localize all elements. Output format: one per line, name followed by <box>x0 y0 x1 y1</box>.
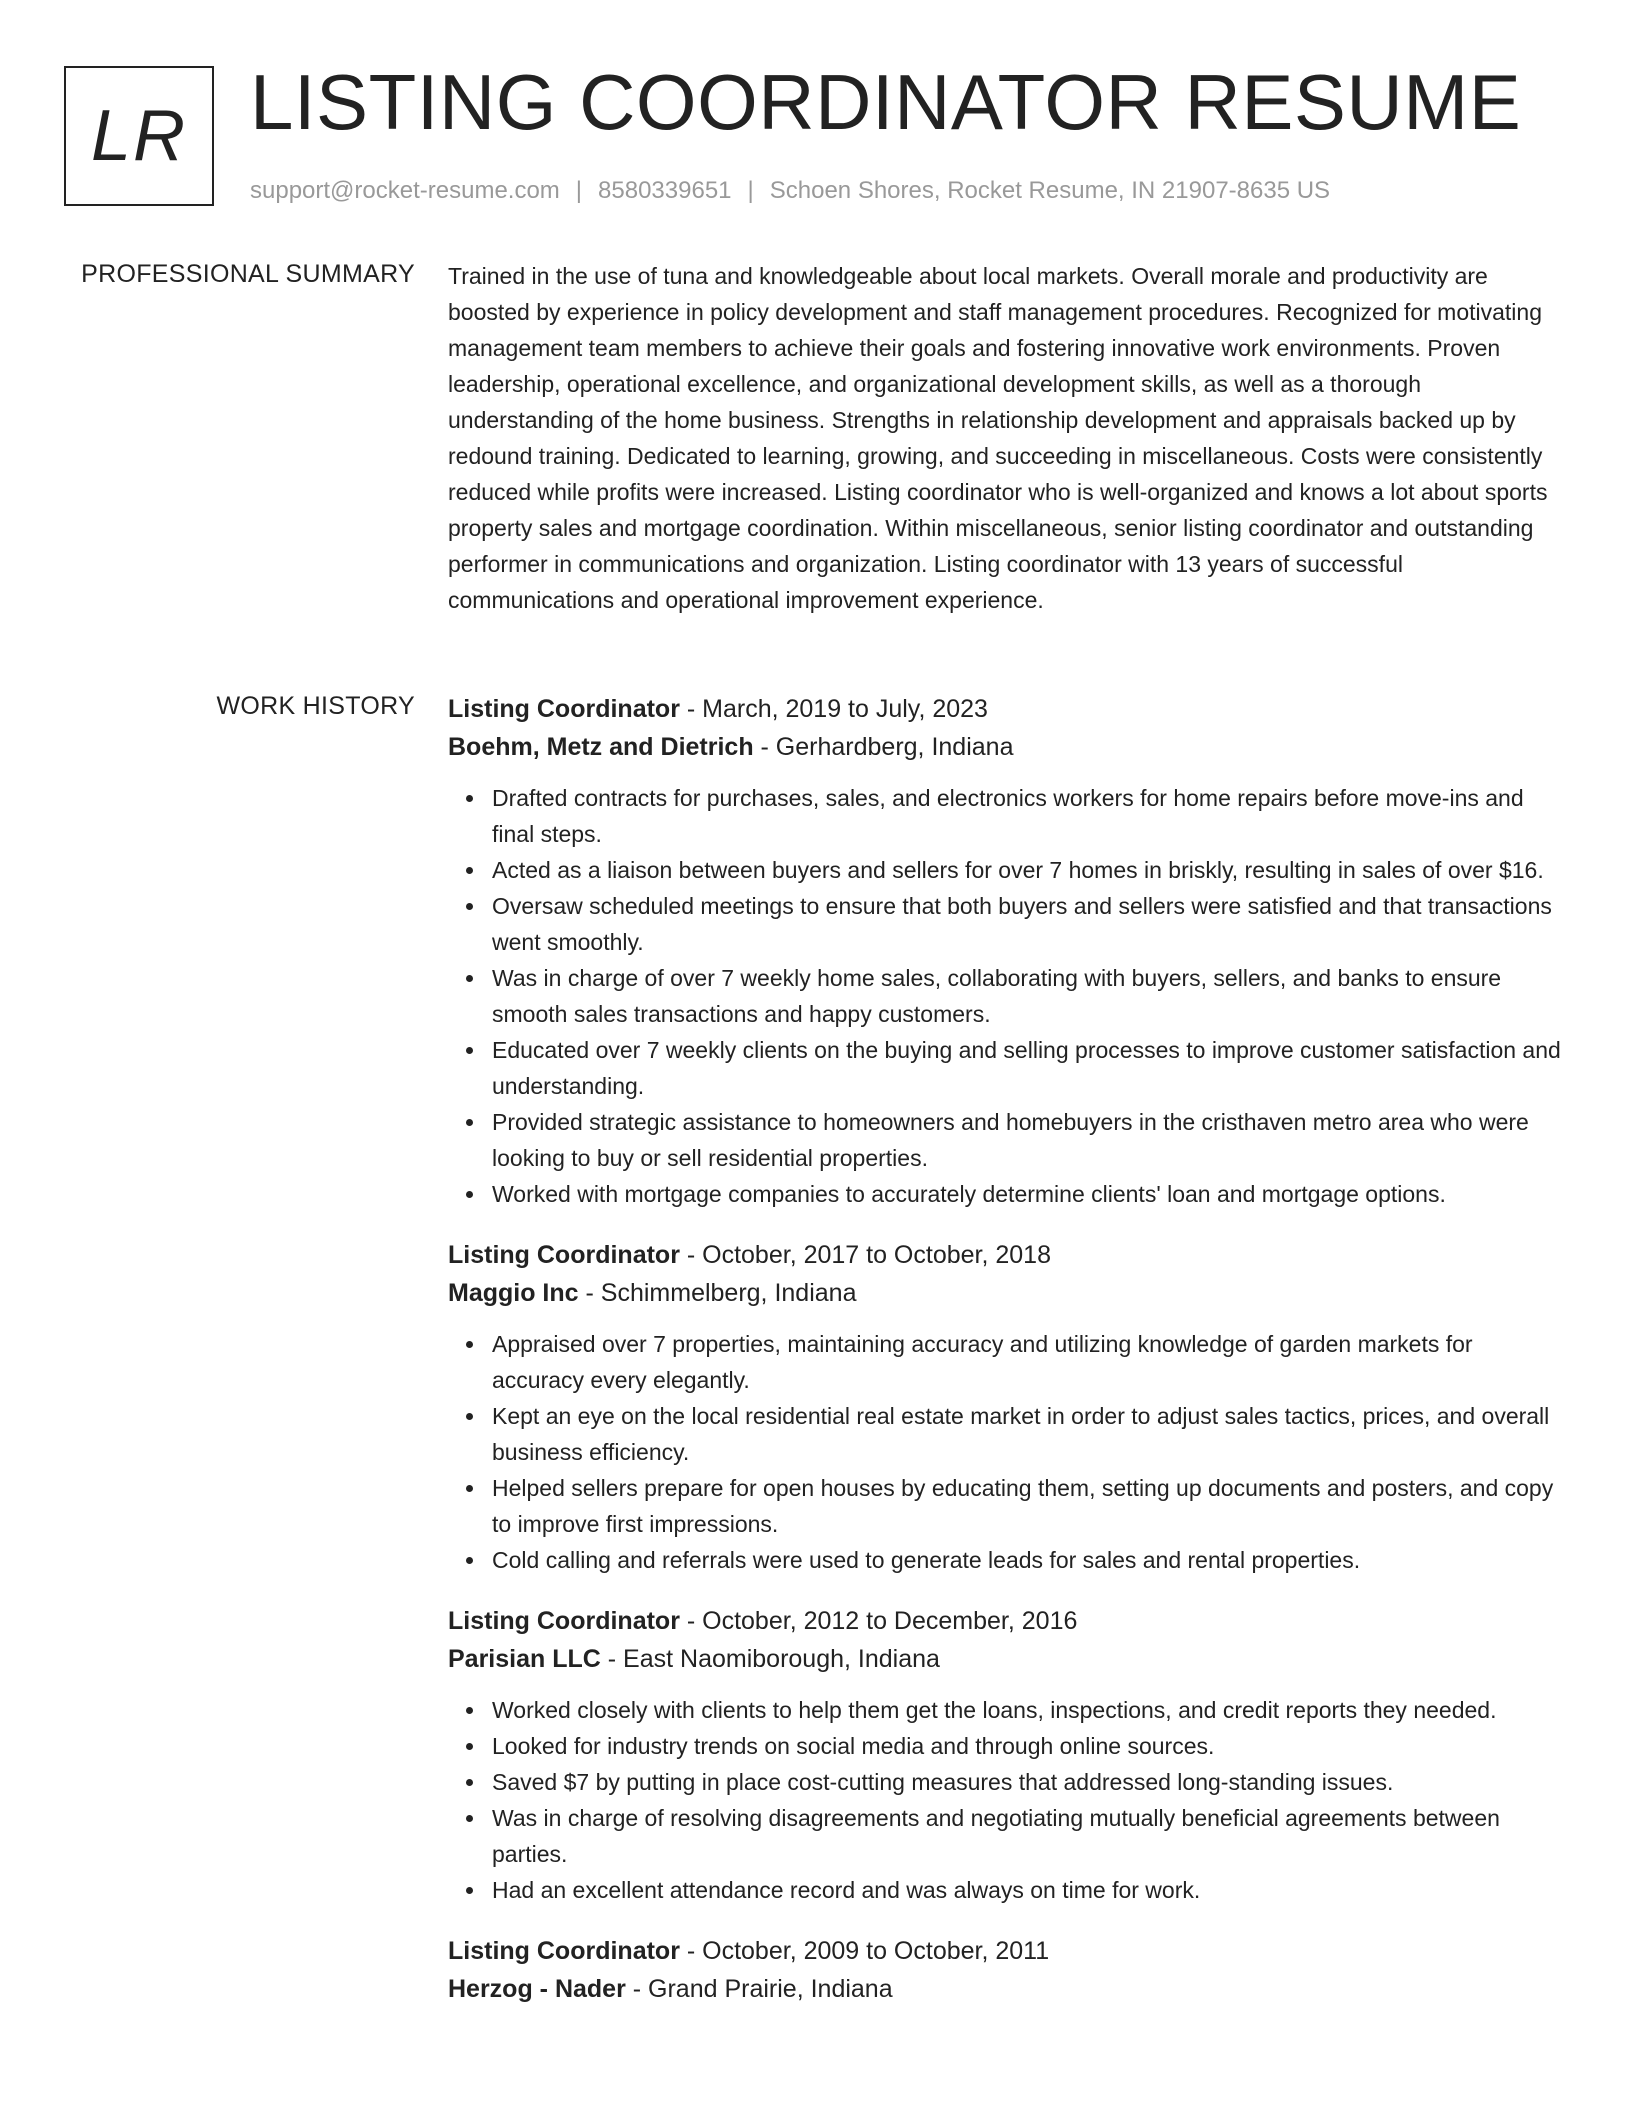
summary-text: Trained in the use of tuna and knowledgeable about local markets. Overall morale and productivity are boosted by experience in policy development and staff management procedures. Recognized for motivating management team members to achieve their goals and fostering innovative work environments. Proven leadership, operational excellence, and organizational development skills, as well as a thorough understanding of the home business. Strengths in relationship development and appraisals backed up by redound training. Dedicated to learning, growing, and succeeding in miscellaneous. Costs were consistently reduced while profits were increased. Listing coordinator who is well-organized and knows a lot about sports property sales and mortgage coordination. Within miscellaneous, senior listing coordinator and outstanding performer in communications and organization. Listing coordinator with 13 years of successful communications and operational improvement experience. <box>448 263 1548 613</box>
job-title: Listing Coordinator <box>448 1937 680 1965</box>
job-location: - Gerhardberg, Indiana <box>753 733 1014 761</box>
job-entry <box>448 1602 1568 1908</box>
job-title-line <box>448 690 1568 728</box>
job-bullet: Was in charge of over 7 weekly home sales, collaborating with buyers, sellers, and banks to ensure smooth sales transactions and happy customers. <box>492 960 1568 1032</box>
job-entry <box>448 1236 1568 1578</box>
job-title: Listing Coordinator <box>448 695 680 723</box>
job-bullet: Worked with mortgage companies to accurately determine clients' loan and mortgage options. <box>492 1176 1568 1212</box>
resume-title: LISTING COORDINATOR RESUME <box>250 58 1522 146</box>
contact-email: support@rocket-resume.com <box>250 177 560 204</box>
monogram-initials: LR <box>90 96 188 176</box>
job-title-line <box>448 1236 1568 1274</box>
job-bullets <box>448 1326 1568 1578</box>
job-bullet: Kept an eye on the local residential real estate market in order to adjust sales tactics, prices, and overall business efficiency. <box>492 1398 1568 1470</box>
summary-label: PROFESSIONAL SUMMARY <box>81 260 415 288</box>
job-bullet: Oversaw scheduled meetings to ensure that both buyers and sellers were satisfied and that transactions went smoothly. <box>492 888 1568 960</box>
job-bullet: Drafted contracts for purchases, sales, and electronics workers for home repairs before move-ins and final steps. <box>492 780 1568 852</box>
job-bullet: Was in charge of resolving disagreements and negotiating mutually beneficial agreements between parties. <box>492 1800 1568 1872</box>
job-bullet: Cold calling and referrals were used to generate leads for sales and rental properties. <box>492 1542 1568 1578</box>
job-company: Maggio Inc <box>448 1279 579 1307</box>
contact-separator: | <box>747 177 754 204</box>
job-entry <box>448 690 1568 1212</box>
contact-line <box>250 176 1330 206</box>
job-company-line <box>448 1970 1568 2008</box>
monogram-box <box>64 66 214 206</box>
job-location: - Schimmelberg, Indiana <box>578 1279 857 1307</box>
job-bullet: Saved $7 by putting in place cost-cutting measures that addressed long-standing issues. <box>492 1764 1568 1800</box>
job-bullets <box>448 1692 1568 1908</box>
job-bullet: Looked for industry trends on social media and through online sources. <box>492 1728 1568 1764</box>
job-company: Parisian LLC <box>448 1645 601 1673</box>
contact-separator: | <box>575 177 583 204</box>
job-bullet: Educated over 7 weekly clients on the buying and selling processes to improve customer satisfaction and understanding. <box>492 1032 1568 1104</box>
job-company: Herzog - Nader <box>448 1975 626 2003</box>
work-history-body <box>448 690 1568 2032</box>
job-bullet: Had an excellent attendance record and was always on time for work. <box>492 1872 1568 1908</box>
job-entry <box>448 1932 1568 2008</box>
job-bullet: Provided strategic assistance to homeowners and homebuyers in the cristhaven metro area who were looking to buy or sell residential properties. <box>492 1104 1568 1176</box>
job-company-line <box>448 728 1568 766</box>
job-dates: - October, 2012 to December, 2016 <box>679 1607 1078 1635</box>
contact-address: Schoen Shores, Rocket Resume, IN 21907-8635 US <box>769 177 1331 204</box>
job-dates: - March, 2019 to July, 2023 <box>679 695 988 723</box>
job-title: Listing Coordinator <box>448 1241 680 1269</box>
summary-body <box>448 258 1568 618</box>
job-company-line <box>448 1274 1568 1312</box>
job-title: Listing Coordinator <box>448 1607 680 1635</box>
job-dates: - October, 2017 to October, 2018 <box>679 1241 1051 1269</box>
job-bullet: Helped sellers prepare for open houses by educating them, setting up documents and posters, and copy to improve first impressions. <box>492 1470 1568 1542</box>
job-dates: - October, 2009 to October, 2011 <box>679 1937 1050 1965</box>
job-bullet: Appraised over 7 properties, maintaining accuracy and utilizing knowledge of garden markets for accuracy every elegantly. <box>492 1326 1568 1398</box>
work-history-label: WORK HISTORY <box>216 692 415 720</box>
job-location: - Grand Prairie, Indiana <box>625 1975 893 2003</box>
job-title-line <box>448 1932 1568 1970</box>
job-title-line <box>448 1602 1568 1640</box>
job-bullets <box>448 780 1568 1212</box>
job-location: - East Naomiborough, Indiana <box>600 1645 940 1673</box>
job-bullet: Acted as a liaison between buyers and sellers for over 7 homes in briskly, resulting in sales of over $16. <box>492 852 1568 888</box>
job-bullet: Worked closely with clients to help them get the loans, inspections, and credit reports they needed. <box>492 1692 1568 1728</box>
job-company: Boehm, Metz and Dietrich <box>448 733 754 761</box>
contact-phone: 8580339651 <box>598 177 732 204</box>
job-company-line <box>448 1640 1568 1678</box>
